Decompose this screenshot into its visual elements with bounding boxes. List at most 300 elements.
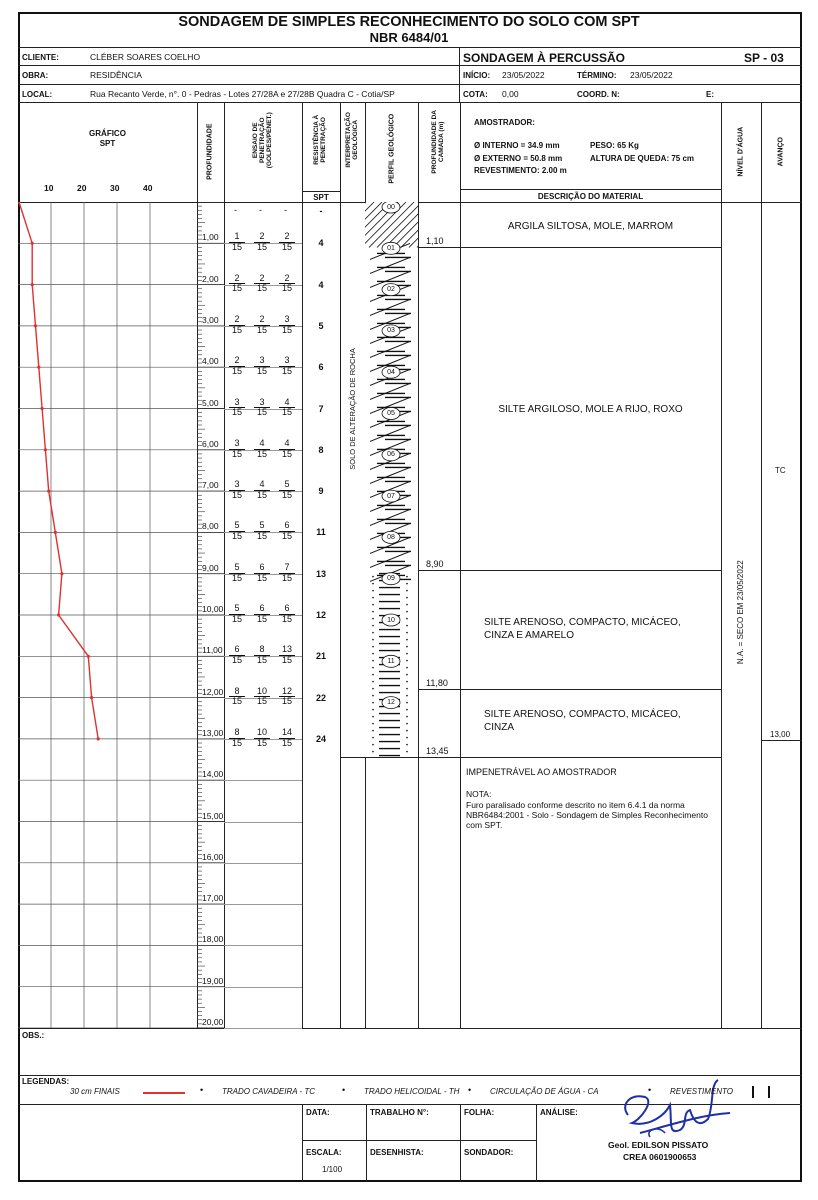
blow-penetration: 15 — [256, 489, 267, 500]
engineer-crea: CREA 0601900653 — [623, 1152, 697, 1162]
sample-id: 03 — [387, 327, 395, 335]
spt-point — [31, 283, 34, 286]
legend-bullet: • — [648, 1085, 652, 1095]
nivel-agua-text: N.A. = SECO EM 23/05/2022 — [735, 560, 745, 665]
depth-label: 7,00 — [202, 480, 219, 491]
hatch-dot — [406, 667, 408, 669]
depth-label: 4,00 — [202, 356, 219, 367]
depth-label: 18,00 — [202, 934, 224, 945]
hole-bottom — [340, 757, 418, 758]
depth-label: 15,00 — [202, 810, 224, 821]
blow-penetration: 15 — [256, 366, 267, 377]
footer-desenhista: DESENHISTA: — [370, 1148, 424, 1157]
interpretacao-header: INTERPRETAÇÃO GEOLÓGICA — [345, 112, 359, 168]
depth-label: 11,00 — [202, 645, 223, 656]
hatch-dot — [372, 744, 374, 746]
impenetravel-text: IMPENETRÁVEL AO AMOSTRADOR — [466, 767, 617, 777]
coord-label: COORD. N: — [577, 90, 620, 99]
hatch-dot — [406, 709, 408, 711]
blow-count: 4 — [279, 398, 295, 409]
hatch-dot — [372, 646, 374, 648]
blow-count: 6 — [254, 604, 270, 615]
layer-bottom-depth: 11,80 — [426, 678, 448, 689]
footer-escala-value: 1/100 — [322, 1165, 343, 1174]
blow-penetration: 15 — [281, 572, 292, 583]
legend-finais: 30 cm FINAIS — [70, 1087, 120, 1096]
blow-fraction — [254, 315, 270, 336]
blow-fraction — [279, 398, 295, 419]
blow-penetration: 15 — [231, 366, 242, 377]
blow-count: 3 — [229, 398, 245, 409]
blow-penetration: 15 — [281, 655, 292, 666]
sample-id: 02 — [387, 286, 395, 294]
coord-e-label: E: — [706, 90, 714, 99]
blow-penetration: 15 — [231, 572, 242, 583]
spt-point — [31, 242, 34, 245]
hatch-dot — [372, 667, 374, 669]
blow-penetration: 15 — [256, 283, 267, 294]
hatch-dot — [372, 639, 374, 641]
hatch-dot — [406, 625, 408, 627]
spt-value: 21 — [315, 651, 326, 662]
hatch-dot — [406, 604, 408, 606]
spt-point — [54, 531, 57, 534]
blow-penetration: 15 — [281, 737, 292, 748]
blow-penetration: 15 — [281, 489, 292, 500]
blow-penetration: 15 — [231, 737, 242, 748]
hatch-dot — [372, 737, 374, 739]
amostrador-revestimento: REVESTIMENTO: 2.00 m — [474, 166, 567, 175]
footer-folha: FOLHA: — [464, 1108, 495, 1117]
cliente-value: CLÉBER SOARES COELHO — [90, 52, 201, 62]
resistencia-header: RESISTÊNCIA À PENETRAÇÃO — [313, 114, 327, 165]
depth-line — [224, 822, 302, 823]
blow-penetration: 15 — [256, 242, 267, 253]
blow-fraction — [229, 563, 245, 584]
layer-description: SILTE ARENOSO, COMPACTO, MICÁCEO, CINZA E AMARELO — [484, 617, 681, 641]
termino-value: 23/05/2022 — [630, 70, 673, 80]
hatch-dot — [372, 632, 374, 634]
legend-revestimento-mark-2 — [768, 1086, 770, 1098]
footer-trabalho: TRABALHO N°: — [370, 1108, 429, 1117]
blow-fraction — [279, 521, 295, 542]
blow-count: 3 — [229, 439, 245, 450]
nivel-agua-header: NÍVEL D'ÁGUA — [737, 126, 745, 177]
blow-count: 2 — [229, 274, 245, 285]
obs-label: OBS.: — [22, 1031, 45, 1040]
layer-description: SILTE ARENOSO, COMPACTO, MICÁCEO, CINZA — [484, 709, 681, 733]
hatch-dot — [406, 583, 408, 585]
layer-bottom-depth: 1,10 — [426, 236, 444, 247]
footer-sondador: SONDADOR: — [464, 1148, 514, 1157]
blow-fraction — [254, 232, 270, 253]
perfil-header: PERFIL GEOLÓGICO — [388, 113, 396, 184]
blow-count: 4 — [279, 439, 295, 450]
blow-fraction — [254, 563, 270, 584]
spt-point — [18, 202, 21, 204]
layer-boundary — [418, 247, 721, 248]
hatch-dot — [372, 611, 374, 613]
hatch-dot — [406, 751, 408, 753]
legend-item: REVESTIMENTO — [670, 1087, 733, 1096]
blow-fraction — [279, 480, 295, 501]
spt-point — [87, 655, 90, 658]
blow-fraction — [229, 232, 245, 253]
blow-penetration: 15 — [281, 407, 292, 418]
spt-value: 5 — [318, 320, 324, 331]
blow-fraction — [279, 232, 295, 253]
hatch-dot — [406, 590, 408, 592]
depth-label: 1,00 — [202, 232, 219, 243]
hatch-dot — [406, 723, 408, 725]
blow-fraction — [229, 604, 245, 625]
hatch-dot — [406, 688, 408, 690]
hatch-dot — [406, 618, 408, 620]
depth-label: 5,00 — [202, 397, 219, 408]
blow-penetration: 15 — [231, 655, 242, 666]
cota-label: COTA: — [463, 90, 488, 99]
spt-point — [41, 407, 44, 410]
blow-count: 3 — [254, 356, 270, 367]
blow-fraction — [254, 274, 270, 295]
obra-value: RESIDÊNCIA — [90, 70, 142, 80]
blow-penetration: 15 — [256, 531, 267, 542]
spt-value: 8 — [318, 444, 324, 455]
ensaio-header: ENSAIO DE PENETRAÇÃO (GOLPES/PENET.) — [251, 112, 273, 169]
hatch-dot — [406, 737, 408, 739]
depth-label: 12,00 — [202, 686, 224, 697]
layer-boundary — [418, 570, 721, 571]
hatch-dot — [406, 702, 408, 704]
depth-label: 6,00 — [202, 438, 219, 449]
spt-point — [47, 490, 50, 493]
termino-label: TÉRMINO: — [577, 71, 617, 80]
sample-id: 10 — [387, 616, 395, 624]
depth-label: 19,00 — [202, 975, 224, 986]
blow-penetration: 15 — [256, 448, 267, 459]
blow-penetration: 15 — [256, 572, 267, 583]
blow-count: 4 — [254, 480, 270, 491]
blow-penetration: 15 — [256, 324, 267, 335]
blow-fraction — [254, 687, 270, 708]
hatch-dot — [406, 611, 408, 613]
depth-label: 3,00 — [202, 314, 219, 325]
hatch-dot — [372, 702, 374, 704]
sample-id: 01 — [387, 244, 395, 252]
blow-fraction — [279, 687, 295, 708]
blow-count: 8 — [229, 687, 245, 698]
blow-penetration: 15 — [281, 324, 292, 335]
hatch-dot — [406, 660, 408, 662]
blow-count: 12 — [279, 687, 295, 698]
blow-count: 6 — [229, 645, 245, 656]
blow-fraction — [229, 728, 245, 749]
hatch-dot — [406, 730, 408, 732]
page-title: SONDAGEM DE SIMPLES RECONHECIMENTO DO SOLO COM SPT — [178, 14, 640, 30]
legendas-label: LEGENDAS: — [22, 1077, 70, 1086]
local-value: Rua Recanto Verde, n°. 0 - Pedras - Lotes 27/28A e 27/28B Quadra C - Cotia/SP — [90, 89, 395, 99]
blow-count: 3 — [279, 356, 295, 367]
blow-count: 10 — [254, 728, 270, 739]
hatch-dot — [372, 576, 374, 578]
sample-id: 00 — [387, 203, 395, 211]
blow-count: 13 — [279, 645, 295, 656]
blow-count: 2 — [279, 274, 295, 285]
blow-fraction — [279, 439, 295, 460]
sample-id: 09 — [387, 575, 395, 583]
blow-penetration: 15 — [281, 613, 292, 624]
blow-count: 2 — [229, 315, 245, 326]
nota-label: NOTA: — [466, 789, 492, 799]
hatch-dot — [372, 688, 374, 690]
blow-fraction — [229, 315, 245, 336]
blow-count: 6 — [279, 604, 295, 615]
survey-code: SP - 03 — [744, 51, 784, 65]
blow-count: 5 — [229, 521, 245, 532]
blow-penetration: 15 — [256, 737, 267, 748]
blow-count: 1 — [229, 232, 245, 243]
blow-fraction — [229, 521, 245, 542]
blow-fraction — [229, 687, 245, 708]
blow-penetration: 15 — [281, 696, 292, 707]
legend-bullet: • — [342, 1085, 346, 1095]
profundidade-header: PROFUNDIDADE — [206, 123, 214, 180]
blow-count: 5 — [279, 480, 295, 491]
sample-id: 11 — [387, 657, 395, 665]
blow-penetration: 15 — [231, 324, 242, 335]
footer-analise: ANÁLISE: — [540, 1108, 578, 1117]
hatch-dot — [406, 695, 408, 697]
inicio-label: INÍCIO: — [463, 71, 491, 80]
blow-count: 2 — [254, 274, 270, 285]
blow-count: 7 — [279, 563, 295, 574]
legend-item: TRADO CAVADEIRA - TC — [222, 1087, 316, 1096]
hatch-dot — [372, 583, 374, 585]
amostrador-peso: PESO: 65 Kg — [590, 141, 639, 150]
spt-value: 13 — [315, 568, 326, 579]
avanco-header: AVANÇO — [777, 137, 785, 167]
blow-fraction — [279, 604, 295, 625]
survey-type: SONDAGEM À PERCUSSÃO — [463, 51, 626, 65]
hatch-dot — [372, 681, 374, 683]
blow-penetration: 15 — [281, 448, 292, 459]
layer-bottom-depth: 13,45 — [426, 746, 449, 757]
spt-value: 7 — [318, 403, 324, 414]
spt-value: 6 — [318, 362, 324, 373]
hatch-dot — [372, 730, 374, 732]
blow-fraction — [279, 563, 295, 584]
spt-value: 9 — [318, 486, 324, 497]
hatch-dot — [406, 744, 408, 746]
blow-penetration: 15 — [281, 366, 292, 377]
cota-value: 0,00 — [502, 89, 519, 99]
blow-penetration: 15 — [231, 489, 242, 500]
blow-fraction — [229, 645, 245, 666]
blow-penetration: 15 — [281, 242, 292, 253]
amostrador-externo: Ø EXTERNO = 50.8 mm — [474, 154, 563, 163]
depth-label: 13,00 — [202, 727, 224, 738]
axis-tick-label: 20 — [77, 183, 87, 193]
grafico-title: GRÁFICO — [89, 129, 126, 138]
footer-data: DATA: — [306, 1108, 330, 1117]
blow-penetration: 15 — [281, 531, 292, 542]
blow-count: 6 — [279, 521, 295, 532]
legend-item: CIRCULAÇÃO DE ÁGUA - CA — [490, 1087, 599, 1096]
grafico-spt-label: SPT — [99, 139, 116, 148]
legend-bullet: • — [200, 1085, 204, 1095]
blow-count: 2 — [229, 356, 245, 367]
amostrador-label: AMOSTRADOR: — [474, 118, 535, 127]
hatch-dot — [372, 695, 374, 697]
legend-revestimento-mark — [752, 1086, 754, 1098]
blow-penetration: 15 — [256, 655, 267, 666]
sample-id: 08 — [387, 533, 395, 541]
blow-penetration: 15 — [231, 448, 242, 459]
spt-value: 11 — [316, 527, 326, 538]
blow-penetration: 15 — [256, 696, 267, 707]
hatch-dot — [406, 674, 408, 676]
blow-fraction — [279, 315, 295, 336]
axis-tick-label: 40 — [143, 183, 153, 193]
depth-label: 20,00 — [202, 1017, 224, 1027]
blow-penetration: 15 — [231, 613, 242, 624]
blow-count: 3 — [279, 315, 295, 326]
blow-fraction — [254, 604, 270, 625]
legend-bullet: • — [468, 1085, 472, 1095]
sample-id: 06 — [387, 451, 395, 459]
spt-value: 4 — [318, 238, 324, 249]
blow-fraction — [254, 439, 270, 460]
blow-count: 2 — [279, 232, 295, 243]
spt-point — [34, 324, 37, 327]
nota-text: Furo paralisado conforme descrito no item 6.4.1 da norma NBR6484:2001 - Solo - Sondagem de Simples Reconhecimento com SPT. — [466, 800, 708, 831]
spt-point — [60, 572, 63, 575]
blow-count: 6 — [254, 563, 270, 574]
blow-value: - — [284, 205, 287, 215]
blow-value: - — [259, 205, 262, 215]
blow-fraction — [254, 356, 270, 377]
spt-point — [57, 613, 60, 616]
blow-penetration: 15 — [231, 696, 242, 707]
blow-fraction — [229, 480, 245, 501]
blow-count: 5 — [254, 521, 270, 532]
sample-id: 12 — [387, 699, 395, 707]
depth-line — [224, 863, 302, 864]
hatch-dot — [372, 660, 374, 662]
layer-boundary — [418, 757, 721, 758]
blow-count: 3 — [229, 480, 245, 491]
hatch-dot — [372, 590, 374, 592]
hatch-dot — [406, 653, 408, 655]
spt-value: 12 — [315, 610, 326, 620]
blow-count: 2 — [254, 315, 270, 326]
interpretacao-text: SOLO DE ALTERAÇÃO DE ROCHA — [348, 348, 358, 470]
hatch-dot — [372, 604, 374, 606]
amostrador-interno: Ø INTERNO = 34.9 mm — [474, 141, 560, 150]
blow-count: 10 — [254, 687, 270, 698]
blow-count: 5 — [229, 604, 245, 615]
spt-chart — [18, 202, 197, 1028]
blow-fraction — [254, 521, 270, 542]
hatch-dot — [406, 646, 408, 648]
hatch-dot — [372, 618, 374, 620]
blow-fraction — [279, 728, 295, 749]
amostrador-altura: ALTURA DE QUEDA: 75 cm — [590, 154, 695, 163]
footer-escala: ESCALA: — [306, 1148, 342, 1157]
hatch-dot — [406, 639, 408, 641]
sample-id: 04 — [387, 368, 395, 376]
inicio-value: 23/05/2022 — [502, 70, 545, 80]
depth-label: 9,00 — [202, 562, 219, 573]
blow-fraction — [254, 480, 270, 501]
layer-bottom-depth: 8,90 — [426, 558, 444, 569]
depth-line — [224, 904, 302, 905]
layer-boundary — [418, 689, 721, 690]
spt-point — [97, 737, 100, 740]
depth-ruler — [197, 202, 224, 1028]
hatch-dot — [372, 597, 374, 599]
hatch-dot — [372, 653, 374, 655]
hatch-dot — [372, 709, 374, 711]
hatch-dot — [372, 716, 374, 718]
blow-fraction — [279, 356, 295, 377]
depth-label: 16,00 — [202, 851, 224, 862]
blow-fraction — [279, 274, 295, 295]
avanco-tc: TC — [775, 466, 786, 475]
spt-value: 4 — [318, 279, 324, 290]
obra-label: OBRA: — [22, 71, 49, 80]
blow-fraction — [254, 398, 270, 419]
blow-penetration: 15 — [231, 283, 242, 294]
engineer-name: Geol. EDILSON PISSATO — [608, 1140, 709, 1150]
depth-line — [224, 945, 302, 946]
sample-id: 05 — [387, 410, 395, 417]
blow-count: 8 — [229, 728, 245, 739]
depth-line — [224, 780, 302, 781]
hatch-dot — [406, 632, 408, 634]
spt-value: 24 — [315, 733, 326, 744]
spt-point — [44, 448, 47, 451]
spt-series-line — [19, 202, 98, 739]
hatch-dot — [406, 681, 408, 683]
spt-point — [90, 696, 93, 699]
hatch-dot — [406, 597, 408, 599]
hatch-dot — [372, 625, 374, 627]
cliente-label: CLIENTE: — [22, 53, 59, 62]
blow-penetration: 15 — [256, 407, 267, 418]
spt-header: SPT — [313, 193, 329, 202]
sample-id: 07 — [387, 492, 395, 500]
blow-fraction — [254, 728, 270, 749]
hatch-dot — [406, 576, 408, 578]
blow-penetration: 15 — [281, 283, 292, 294]
axis-tick-label: 10 — [44, 183, 54, 193]
avanco-end: 13,00 — [770, 730, 791, 739]
blow-fraction — [229, 439, 245, 460]
blow-penetration: 15 — [231, 407, 242, 418]
blow-count: 5 — [229, 563, 245, 574]
blow-penetration: 15 — [256, 613, 267, 624]
page-subtitle: NBR 6484/01 — [369, 30, 449, 45]
blow-fraction — [229, 356, 245, 377]
hatch-dot — [372, 723, 374, 725]
spt-value: - — [319, 206, 323, 216]
depth-line — [224, 987, 302, 988]
local-label: LOCAL: — [22, 90, 53, 99]
blow-penetration: 15 — [231, 242, 242, 253]
hatch-dot — [372, 751, 374, 753]
blow-fraction — [279, 645, 295, 666]
